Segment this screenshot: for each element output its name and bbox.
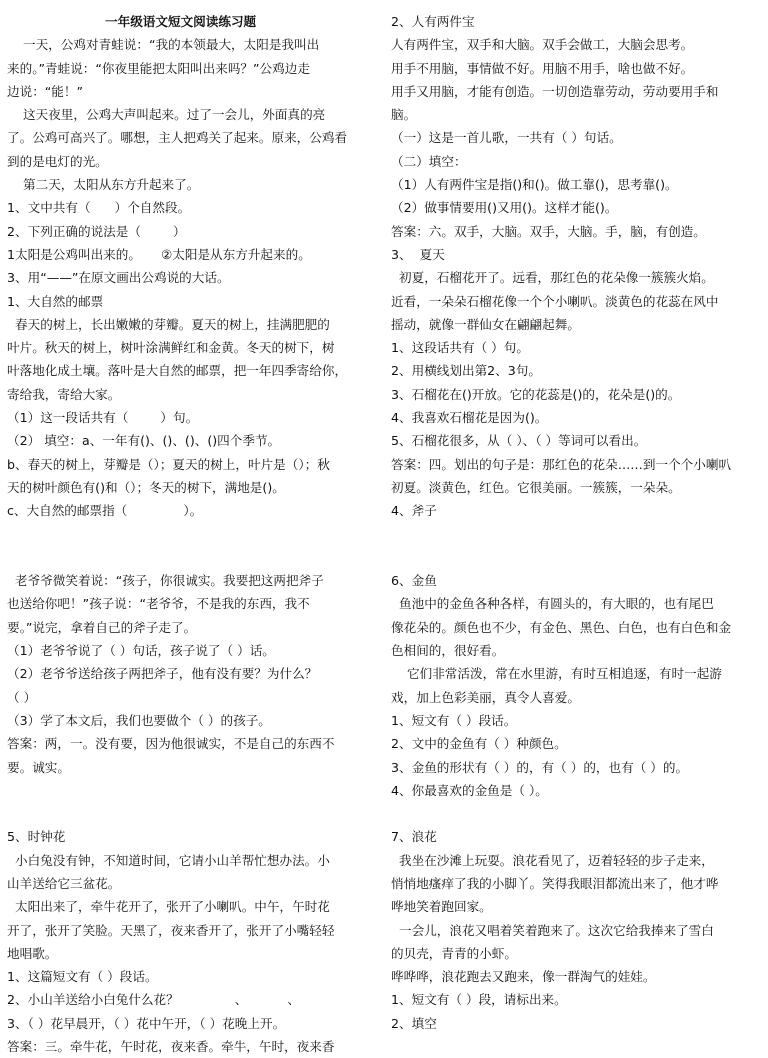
text-line: 要。诚实。 (7, 759, 70, 775)
text-line: 也送给你吧！”孩子说：“老爷爷，不是我的东西，我不 (7, 596, 310, 612)
text-line: （一）这是一首儿歌，一共有（ ）句话。 (391, 130, 622, 146)
text-line: 3、 夏天 (391, 246, 445, 262)
text-line: 6、金鱼 (391, 573, 437, 589)
blank-line (391, 523, 761, 546)
text-line: 哗哗哗，浪花跑去又跑来，像一群淘气的娃娃。 (391, 969, 656, 985)
text-line: 戏，加上色彩美丽，真令人喜爱。 (391, 689, 580, 705)
text-line: 一会儿，浪花又唱着笑着跑来了。这次它给我捧来了雪白 (391, 922, 714, 938)
text-line: 用手又用脑，才能有创造。一切创造靠劳动，劳动要用手和 (391, 83, 719, 99)
text-line: 2、人有两件宝 (391, 14, 475, 29)
text-line: 到的是电灯的光。 (7, 153, 108, 169)
text-line: 1、短文有（ ）段，请标出来。 (391, 992, 567, 1008)
text-line: 2、下列正确的说法是（ ） (7, 223, 186, 239)
text-line: 老爷爷微笑着说：“孩子，你很诚实。我要把这两把斧子 (7, 573, 324, 589)
text-line: 2、填空 (391, 1015, 437, 1031)
text-line: （ ） (7, 689, 37, 705)
text-line: 3、用“——”在原文画出公鸡说的大话。 (7, 270, 230, 286)
text-line: 5、石榴花很多，从（ ）、（ ）等词可以看出。 (391, 433, 647, 449)
text-line: 脑。 (391, 107, 417, 123)
text-line: 了。公鸡可高兴了。哪想，主人把鸡关了起来。原来，公鸡看 (7, 130, 348, 146)
text-line: 答案：三。牵牛花，午时花，夜来香。牵牛，午时，夜来香 (7, 1039, 335, 1055)
text-line: （2）老爷爷送给孩子两把斧子，他有没有要？为什么？ (7, 666, 318, 682)
text-line: 色相间的，很好看。 (391, 643, 505, 659)
text-line: 3、金鱼的形状有（ ）的，有（ ）的，也有（ ）的。 (391, 759, 689, 775)
text-line: 1、这段话共有（ ）句。 (391, 340, 529, 356)
text-line: （二）填空： (391, 153, 467, 169)
blank-line (7, 802, 379, 825)
text-line: 叶落地化成土壤。落叶是大自然的邮票，把一年四季寄给你， (7, 363, 348, 379)
text-line: 要。”说完，拿着自己的斧子走了。 (7, 619, 197, 635)
text-line: 的贝壳，青青的小虾。 (391, 945, 517, 961)
blank-line (391, 546, 761, 569)
text-line: （1）这一段话共有（ ）句。 (7, 410, 199, 426)
text-line: 答案：四。划出的句子是：那红色的花朵……到一个个小喇叭 (391, 456, 732, 472)
text-line: 叶片。秋天的树上，树叶涂满鲜红和金黄。冬天的树下，树 (7, 340, 335, 356)
text-line: 4、斧子 (391, 503, 437, 519)
right-column (391, 10, 761, 1035)
text-line: 2、小山羊送给小白兔什么花？ 、 、 (7, 992, 300, 1008)
text-line: 这天夜里，公鸡大声叫起来。过了一会儿，外面真的亮 (7, 107, 326, 123)
text-line: 4、你最喜欢的金鱼是（ ）。 (391, 782, 548, 798)
text-line: 1、文中共有（ ）个自然段。 (7, 200, 191, 216)
text-line: 山羊送给它三盆花。 (7, 875, 121, 891)
text-line: 地唱歌。 (7, 945, 58, 961)
text-line: b、春天的树上，芽瓣是（）；夏天的树上，叶片是（）；秋 (7, 456, 330, 472)
text-line: 哗地笑着跑回家。 (391, 899, 492, 915)
text-line: 2、用横线划出第2、3句。 (391, 363, 541, 379)
blank-line (7, 779, 379, 802)
text-line: （2） 填空：a、一年有()、()、()、()四个季节。 (7, 433, 281, 449)
text-line: 4、我喜欢石榴花是因为()。 (391, 410, 548, 426)
text-line: 1、大自然的邮票 (7, 293, 104, 309)
blank-line (391, 802, 761, 825)
text-line: 7、浪花 (391, 829, 437, 845)
text-line: 我坐在沙滩上玩耍。浪花看见了，迈着轻轻的步子走来， (391, 852, 714, 868)
text-line: 人有两件宝，双手和大脑。双手会做工，大脑会思考。 (391, 37, 694, 53)
text-line: 太阳出来了，牵牛花开了，张开了小喇叭。中午，午时花 (7, 899, 330, 915)
text-line: 3、（ ）花早晨开，（ ）花中午开，（ ）花晚上开。 (7, 1015, 286, 1031)
text-line: 摇动，就像一群仙女在翩翩起舞。 (391, 316, 580, 332)
text-line: 春天的树上，长出嫩嫩的芽瓣。夏天的树上，挂满肥肥的 (7, 316, 330, 332)
text-line: 边说：“能！” (7, 83, 84, 99)
text-line: 初夏，石榴花开了。远看，那红色的花朵像一簇簇火焰。 (391, 270, 714, 286)
text-line: 近看，一朵朵石榴花像一个个小喇叭。淡黄色的花蕊在风中 (391, 293, 719, 309)
blank-line (7, 523, 379, 546)
text-line: （1）老爷爷说了（ ）句话，孩子说了（ ）话。 (7, 643, 275, 659)
text-line: 答案：六。双手，大脑。双手，大脑。手，脑，有创造。 (391, 223, 706, 239)
text-line: （3）学了本文后，我们也要做个（ ）的孩子。 (7, 712, 271, 728)
text-line: 答案：两，一。没有要，因为他很诚实，不是自己的东西不 (7, 736, 335, 752)
text-line: 1、短文有（ ）段话。 (391, 712, 517, 728)
text-line: （1）人有两件宝是指()和()。做工靠()，思考靠()。 (391, 177, 678, 193)
text-line: 小白兔没有钟，不知道时间，它请小山羊帮忙想办法。小 (7, 852, 330, 868)
text-line: 鱼池中的金鱼各种各样，有圆头的，有大眼的，也有尾巴 (391, 596, 714, 612)
text-line: （2）做事情要用()又用()。这样才能()。 (391, 200, 618, 216)
blank-line (7, 546, 379, 569)
text-line: 来的。”青蛙说：“你夜里能把太阳叫出来吗？”公鸡边走 (7, 60, 310, 76)
text-line: 像花朵的。颜色也不少，有金色、黑色、白色，也有白色和金 (391, 619, 732, 635)
left-column (7, 10, 379, 1058)
text-line: 3、石榴花在()开放。它的花蕊是()的，花朵是()的。 (391, 386, 681, 402)
text-line: 5、时钟花 (7, 829, 66, 845)
text-line: 第二天，太阳从东方升起来了。 (7, 177, 200, 193)
text-line: 2、文中的金鱼有（ ）种颜色。 (391, 736, 567, 752)
text-line: 天的树叶颜色有()和（）；冬天的树下，满地是()。 (7, 479, 285, 495)
text-line: 开了，张开了笑脸。天黑了，夜来香开了，张开了小嘴轻轻 (7, 922, 335, 938)
text-line: 用手不用脑，事情做不好。用脑不用手，啥也做不好。 (391, 60, 694, 76)
text-line: 一天，公鸡对青蛙说：“我的本领最大，太阳是我叫出 (7, 37, 320, 53)
page-title: 一年级语文短文阅读练习题 (105, 14, 257, 29)
text-line: c、大自然的邮票指（ ）。 (7, 503, 203, 519)
text-line: 1太阳是公鸡叫出来的。 ②太阳是从东方升起来的。 (7, 246, 311, 262)
text-line: 1、这篇短文有（ ）段话。 (7, 969, 158, 985)
text-line: 它们非常活泼，常在水里游，有时互相追逐，有时一起游 (391, 666, 722, 682)
text-line: 初夏。淡黄色，红色。它很美丽。一簇簇，一朵朵。 (391, 479, 681, 495)
text-line: 悄悄地瘙痒了我的小脚丫。笑得我眼泪都流出来了，他才哗 (391, 875, 719, 891)
text-line: 寄给我，寄给大家。 (7, 386, 121, 402)
